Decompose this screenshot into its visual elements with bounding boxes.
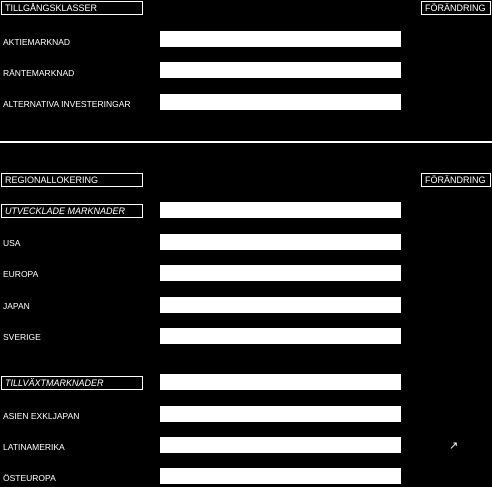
allocation-bar-aktiemarknad	[160, 31, 401, 47]
row-label-aktiemarknad: AKTIEMARKNAD	[3, 37, 71, 47]
regional-change-header: FÖRÄNDRING	[421, 173, 491, 187]
allocation-bar-asien	[160, 406, 401, 422]
allocation-bar-japan	[160, 297, 401, 313]
allocation-bar-europa	[160, 265, 401, 281]
section-divider	[0, 141, 492, 143]
allocation-bar-latinamerika	[160, 437, 401, 453]
row-label-rantemarknad: RÄNTEMARKNAD	[3, 68, 75, 78]
allocation-bar-rantemarknad	[160, 62, 401, 78]
asset-classes-change-header: FÖRÄNDRING	[421, 1, 491, 15]
row-label-latinamerika: LATINAMERIKA	[3, 442, 65, 452]
regional-header: REGIONALLOKERING	[1, 173, 143, 187]
asset-classes-header: TILLGÅNGSKLASSER	[1, 1, 143, 15]
row-label-asien: ASIEN EXKLJAPAN	[3, 411, 80, 421]
row-label-usa: USA	[3, 238, 21, 248]
allocation-bar-developed	[160, 202, 401, 218]
row-label-alternativa: ALTERNATIVA INVESTERINGAR	[3, 99, 131, 109]
row-label-osteuropa: ÖSTEUROPA	[3, 473, 56, 483]
allocation-bar-osteuropa	[160, 468, 401, 484]
allocation-bar-usa	[160, 234, 401, 250]
row-label-europa: EUROPA	[3, 269, 39, 279]
allocation-bar-sverige	[160, 328, 401, 344]
row-label-japan: JAPAN	[3, 301, 30, 311]
arrow-up-right-icon: ↗	[449, 440, 459, 452]
developed-markets-subheader: UTVECKLADE MARKNADER	[1, 204, 143, 218]
allocation-bar-emerging	[160, 374, 401, 390]
allocation-bar-alternativa	[160, 94, 401, 110]
row-label-sverige: SVERIGE	[3, 332, 41, 342]
emerging-markets-subheader: TILLVÄXTMARKNADER	[1, 376, 143, 390]
